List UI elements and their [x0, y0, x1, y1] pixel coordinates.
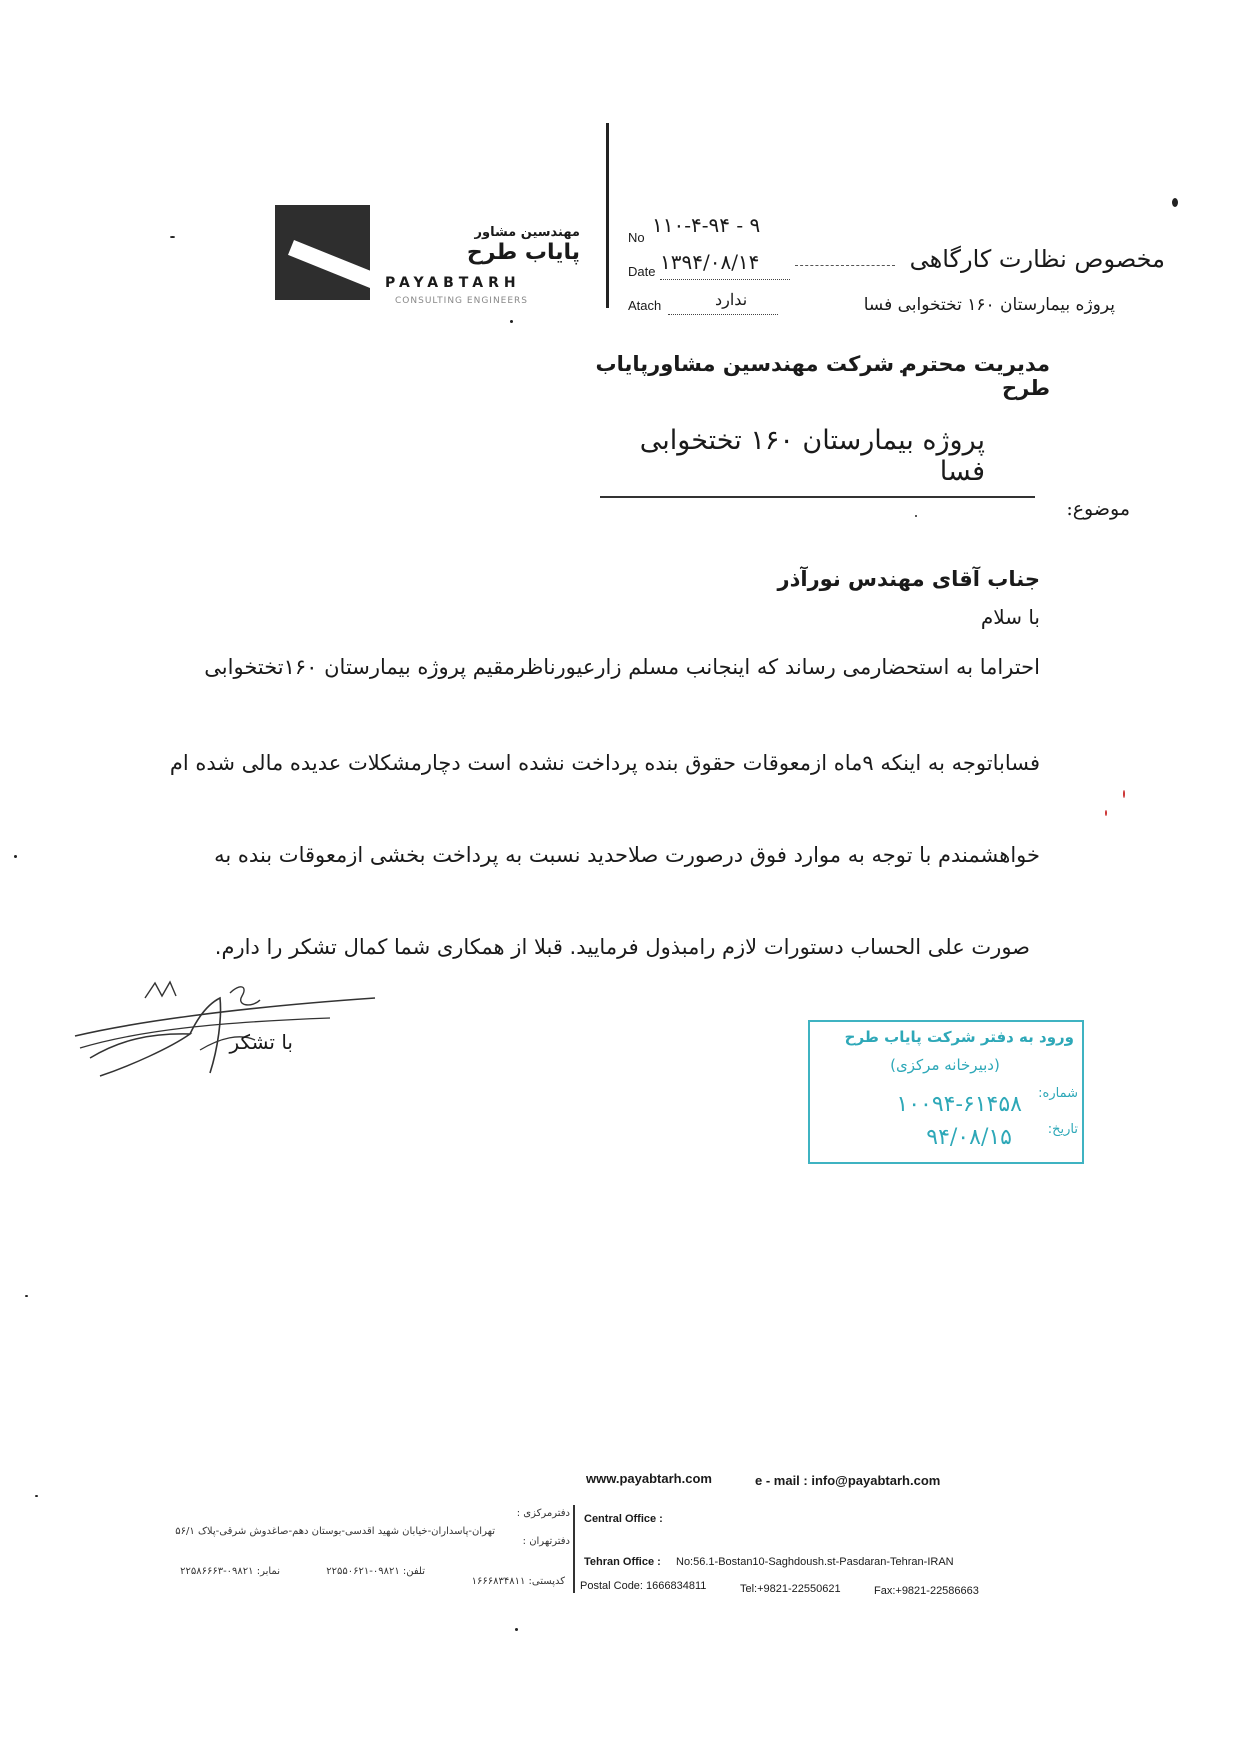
- stamp-date: ۹۴/۰۸/۱۵: [926, 1125, 1012, 1150]
- email-link[interactable]: e - mail : info@payabtarh.com: [755, 1473, 941, 1488]
- date-label: Date: [628, 264, 656, 279]
- date-dotted-line: [660, 278, 790, 280]
- website-link[interactable]: www.payabtarh.com: [586, 1471, 712, 1486]
- logo-tagline: CONSULTING ENGINEERS: [395, 296, 529, 306]
- fax-fa: نمابر: ۰۹۸۲۱-۲۲۵۸۶۶۶۳: [180, 1566, 280, 1577]
- project-handwritten: پروژه بیمارستان ۱۶۰ تختخوابی فسا: [639, 425, 985, 487]
- tehran-address-en: No:56.1-Bostan10-Saghdoush.st-Pasdaran-Tehran-IRAN: [676, 1556, 954, 1568]
- attachment-label: Atach: [628, 298, 662, 313]
- header-divider: [606, 123, 609, 308]
- scan-speck: [35, 1495, 38, 1497]
- body-line: خواهشمندم با توجه به موارد فوق درصورت صلاحدید نسبت به پرداخت بخشی ازمعوقات بنده به: [214, 843, 1040, 867]
- addressee: جناب آقای مهندس نورآذر: [777, 567, 1040, 591]
- scan-speck: [170, 236, 175, 238]
- stamp-title: ورود به دفتر شرکت پایاب طرح: [844, 1028, 1074, 1046]
- letter-number: ۱۱۰-۴-۹۴ - ۹: [652, 213, 761, 237]
- postal-code-en: Postal Code: 1666834811: [580, 1580, 707, 1592]
- scan-speck: [915, 515, 917, 517]
- sign-off: با تشکر: [229, 1030, 293, 1054]
- greeting: با سلام: [980, 605, 1040, 629]
- scan-speck: [25, 1295, 28, 1297]
- incoming-registration-stamp: [808, 1020, 1084, 1164]
- section-title: مخصوص نظارت کارگاهی: [909, 245, 1165, 273]
- body-line: احتراما به استحضارمی رساند که اینجانب مسلم زارعیورناظرمقیم پروژه بیمارستان ۱۶۰تختخوابی: [204, 655, 1040, 679]
- body-line: صورت علی الحساب دستورات لازم رامبذول فرمایید. قبلا از همکاری شما کمال تشکر را دارم.: [214, 935, 1030, 959]
- tel-fa: تلفن: ۰۹۸۲۱-۲۲۵۵۰۶۲۱: [326, 1566, 425, 1577]
- tehran-address-fa: تهران-پاسداران-خیابان شهید اقدسی-بوستان دهم-صاغدوش شرقی-پلاک ۵۶/۱: [175, 1526, 495, 1537]
- tel-en: Tel:+9821-22550621: [740, 1583, 841, 1595]
- subject-handwritten-note: موضوع:: [1066, 498, 1130, 520]
- logo-name-fa: پایاب طرح: [466, 240, 580, 265]
- scan-speck: [1172, 198, 1178, 207]
- stamp-number: ۱۰۰۹۴-۶۱۴۵۸: [896, 1092, 1022, 1117]
- project-name-small: پروژه بیمارستان ۱۶۰ تختخوابی فسا: [863, 295, 1115, 315]
- recipient-heading: مدیریت محترم شرکت مهندسین مشاورپایاب طرح: [595, 352, 1050, 400]
- payabtarh-logo-mark: [275, 205, 370, 300]
- footer-divider: [573, 1505, 575, 1593]
- fax-en: Fax:+9821-22586663: [874, 1585, 979, 1597]
- scan-speck: [1105, 810, 1107, 816]
- scan-speck: [14, 855, 17, 858]
- attachment-dotted-line: [668, 313, 778, 315]
- letter-date: ۱۳۹۴/۰۸/۱۴: [660, 250, 760, 274]
- tehran-office-fa: دفترتهران :: [522, 1536, 570, 1547]
- tehran-office-en: Tehran Office :: [584, 1556, 661, 1568]
- scan-speck: [510, 320, 513, 323]
- stamp-date-label: تاریخ:: [1047, 1122, 1078, 1137]
- logo-subtitle-fa: مهندسین مشاور: [474, 225, 580, 240]
- stamp-number-label: شماره:: [1038, 1086, 1078, 1101]
- subject-rule: [600, 496, 1035, 498]
- scan-speck: [515, 1628, 518, 1631]
- postal-code-fa: کدپستی: ۱۶۶۶۸۳۴۸۱۱: [471, 1576, 565, 1587]
- handwritten-signature: [70, 978, 380, 1088]
- stamp-subtitle: (دبیرخانه مرکزی): [890, 1056, 1000, 1074]
- central-office-fa: دفترمرکزی :: [516, 1508, 570, 1519]
- central-office-en: Central Office :: [584, 1513, 663, 1525]
- no-label: No: [628, 230, 645, 245]
- body-line: فساباتوجه به اینکه ۹ماه ازمعوقات حقوق بنده پرداخت نشده است دچارمشکلات عدیده مالی شده ام: [169, 751, 1040, 775]
- scan-speck: [1123, 790, 1125, 798]
- section-title-line: [795, 265, 895, 266]
- attachment-value: ندارد: [715, 290, 748, 309]
- logo-name-en: PAYABTARH: [385, 275, 521, 291]
